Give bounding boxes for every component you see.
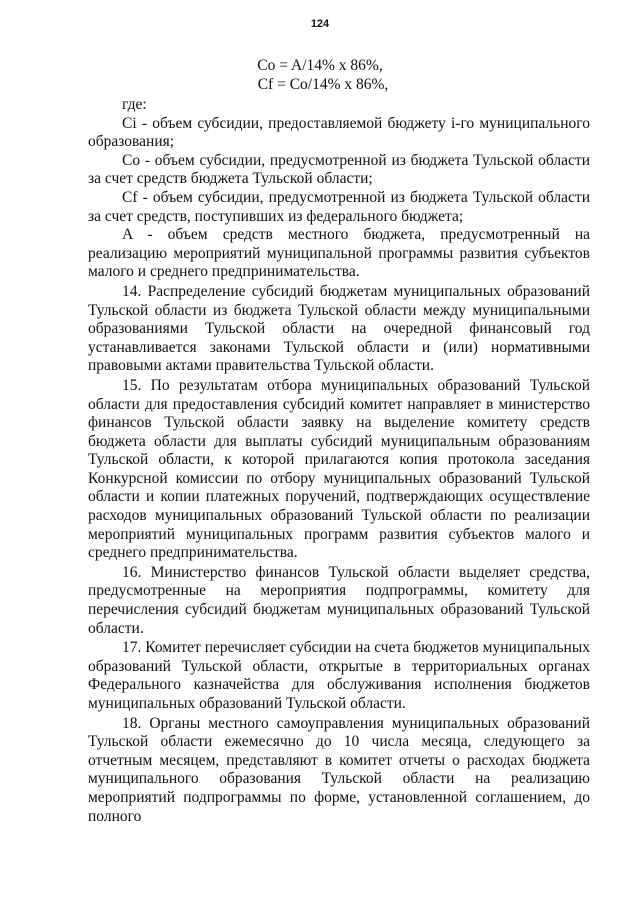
- paragraph-16: 16. Министерство финансов Тульской области выделяет средства, предусмотренные на мероприятия подпрограммы, комитету для перечисления субсидий бюджетам муниципальных образований Тульской области.: [88, 563, 590, 637]
- where-label: где:: [122, 96, 147, 113]
- definition-cf: Cf - объем субсидии, предусмотренной из бюджета Тульской области за счет средств, поступивших из федерального бюджета;: [88, 188, 590, 225]
- paragraph-15: 15. По результатам отбора муниципальных образований Тульской области для предоставления субсидий комитет направляет в министерство финансов Тульской области заявку на выделение комитету средств бюджета области для выплаты субсидий муниципальным образованиям Тульской области, к которой прилагаются копия протокола заседания Конкурсной комиссии по отбору муниципальных образований Тульской области и копии платежных поручений, подтверждающих осуществление расходов муниципальных образований Тульской области по реализации мероприятий муниципальных программ развития субъектов малого и среднего предпринимательства.: [88, 376, 590, 562]
- formula-cf: Cf = Co/14% x 86%,: [257, 76, 389, 93]
- page-number: 124: [310, 18, 330, 30]
- formula-block: [0, 56, 640, 94]
- paragraph-14: 14. Распределение субсидий бюджетам муниципальных образований Тульской области из бюджета Тульской области между муниципальными образованиями Тульской области на очередной финансовый год устанавливается законами Тульской области и (или) нормативными правовыми актами правительства Тульской области.: [88, 282, 590, 375]
- document-body: [88, 96, 590, 826]
- formula-co: Co = A/14% x 86%,: [257, 57, 383, 74]
- definition-a: A - объем средств местного бюджета, предусмотренный на реализацию мероприятий муниципальной программы развития субъектов малого и среднего предпринимательства.: [88, 226, 590, 281]
- paragraph-17: 17. Комитет перечисляет субсидии на счета бюджетов муниципальных образований Тульской области, открытые в территориальных органах Федерального казначейства для обслуживания исполнения бюджетов муниципальных образований Тульской области.: [88, 639, 590, 712]
- definition-ci: Ci - объем субсидии, предоставляемой бюджету i-го муниципального образования;: [88, 114, 590, 151]
- definition-co: Co - объем субсидии, предусмотренной из бюджета Тульской области за счет средств бюджета Тульской области;: [88, 151, 590, 188]
- paragraph-18: 18. Органы местного самоуправления муниципальных образований Тульской области ежемесячно до 10 числа месяца, следующего за отчетным месяцем, представляют в комитет отчеты о расходах бюджета муниципального образования Тульской области на реализацию мероприятий подпрограммы по форме, установленной соглашением, до полного: [88, 714, 590, 825]
